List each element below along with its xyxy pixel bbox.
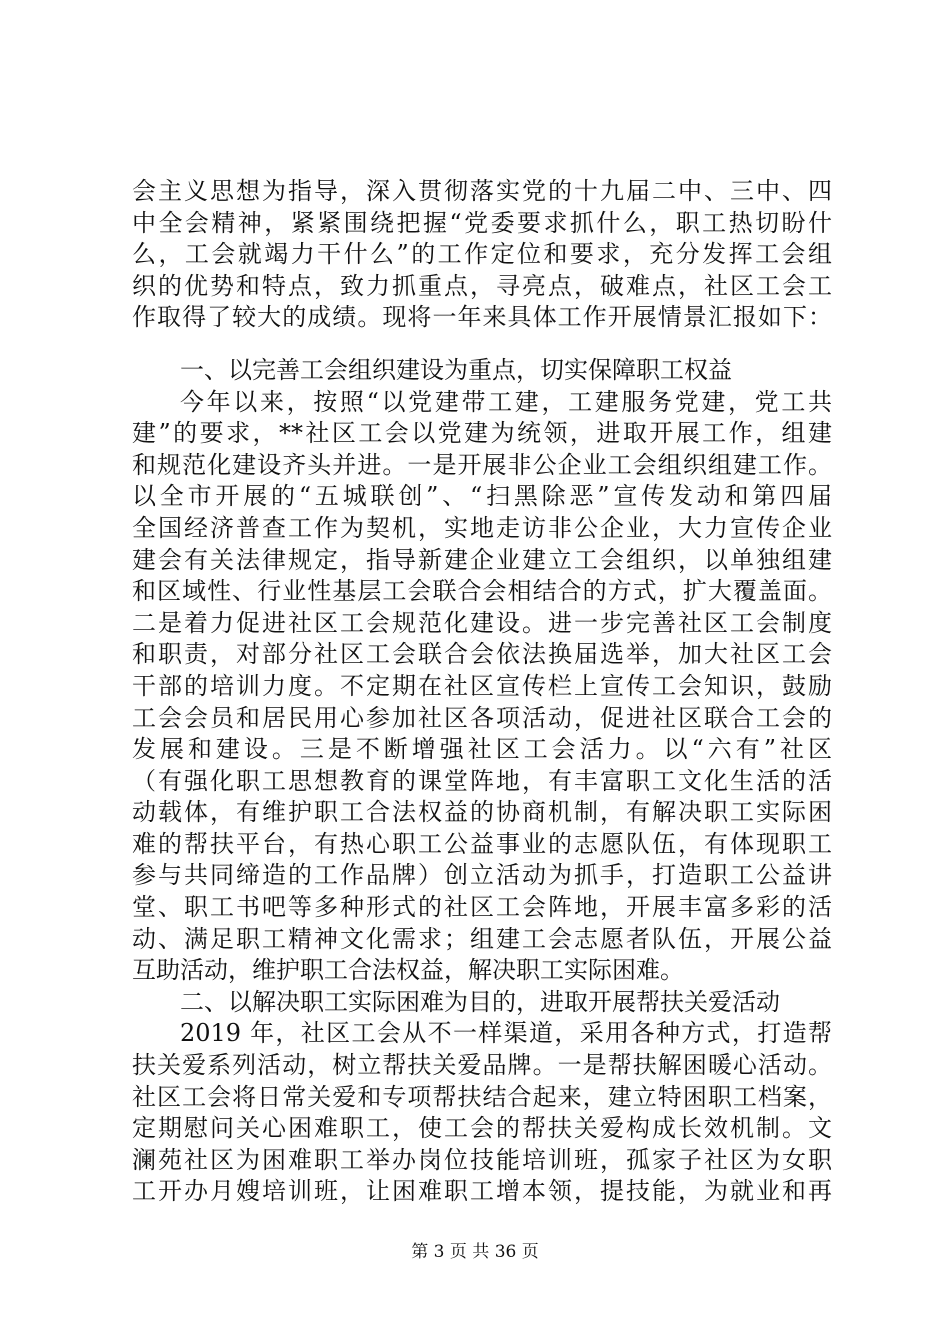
text-line: 和规范化建设齐头并进。一是开展非公企业工会组织组建工作。: [132, 450, 832, 479]
text-line: 参与共同缔造的工作品牌）创立活动为抓手，打造职工公益讲: [132, 861, 832, 890]
text-line: 堂、职工书吧等多种形式的社区工会阵地，开展丰富多彩的活: [132, 893, 832, 922]
text-line: 么，工会就竭力干什么”的工作定位和要求，充分发挥工会组: [132, 240, 832, 269]
text-line: 扶关爱系列活动，树立帮扶关爱品牌。一是帮扶解困暖心活动。: [132, 1051, 832, 1080]
text-line: 互助活动，维护职工合法权益，解决职工实际困难。: [132, 956, 684, 985]
text-line: 动、满足职工精神文化需求；组建工会志愿者队伍，开展公益: [132, 924, 832, 953]
text-line: 工会会员和居民用心参加社区各项活动，促进社区联合工会的: [132, 703, 832, 732]
text-line: 今年以来，按照“以党建带工建，工建服务党建，党工共: [180, 387, 832, 416]
text-line: 会主义思想为指导，深入贯彻落实党的十九届二中、三中、四: [132, 177, 832, 205]
text-line: 建会有关法律规定，指导新建企业建立工会组织，以单独组建: [132, 545, 832, 574]
text-line: 作取得了较大的成绩。现将一年来具体工作开展情景汇报如下：: [132, 303, 832, 332]
text-line: 中全会精神，紧紧围绕把握“党委要求抓什么，职工热切盼什: [132, 208, 832, 237]
page-footer: 第 3 页 共 36 页: [411, 1242, 539, 1262]
text-line: 发展和建设。三是不断增强社区工会活力。以“六有”社区: [132, 735, 832, 764]
text-line: （有强化职工思想教育的课堂阵地，有丰富职工文化生活的活: [132, 766, 832, 795]
text-line: 和区域性、行业性基层工会联合会相结合的方式，扩大覆盖面。: [132, 577, 832, 606]
text-line: 二、以解决职工实际困难为目的，进取开展帮扶关爱活动: [180, 987, 780, 1016]
text-line: 社区工会将日常关爱和专项帮扶结合起来，建立特困职工档案，: [132, 1082, 832, 1111]
text-line: 建”的要求，**社区工会以党建为统领，进取开展工作，组建: [132, 419, 832, 448]
text-line: 二是着力促进社区工会规范化建设。进一步完善社区工会制度: [132, 608, 832, 637]
text-line: 干部的培训力度。不定期在社区宣传栏上宣传工会知识，鼓励: [132, 671, 832, 700]
text-line: 以全市开展的“五城联创”、“扫黑除恶”宣传发动和第四届: [132, 482, 832, 511]
text-line: 澜苑社区为困难职工举办岗位技能培训班，孤家子社区为女职: [132, 1145, 832, 1174]
text-line: 动载体，有维护职工合法权益的协商机制，有解决职工实际困: [132, 798, 832, 827]
text-line: 2019 年，社区工会从不一样渠道，采用各种方式，打造帮: [180, 1019, 832, 1048]
text-line: 和职责，对部分社区工会联合会依法换届选举，加大社区工会: [132, 640, 832, 669]
document-body: [132, 176, 832, 1208]
text-line: 织的优势和特点，致力抓重点，寻亮点，破难点，社区工会工: [132, 271, 832, 300]
paragraph-gap: [132, 334, 832, 355]
text-line: 定期慰问关心困难职工，使工会的帮扶关爱构成长效机制。文: [132, 1114, 832, 1143]
text-line: 全国经济普查工作为契机，实地走访非公企业，大力宣传企业: [132, 513, 832, 542]
text-line: 工开办月嫂培训班，让困难职工增本领，提技能，为就业和再: [132, 1177, 832, 1206]
text-line: 难的帮扶平台，有热心职工公益事业的志愿队伍，有体现职工: [132, 829, 832, 858]
text-line: 一、以完善工会组织建设为重点，切实保障职工权益: [180, 355, 732, 384]
